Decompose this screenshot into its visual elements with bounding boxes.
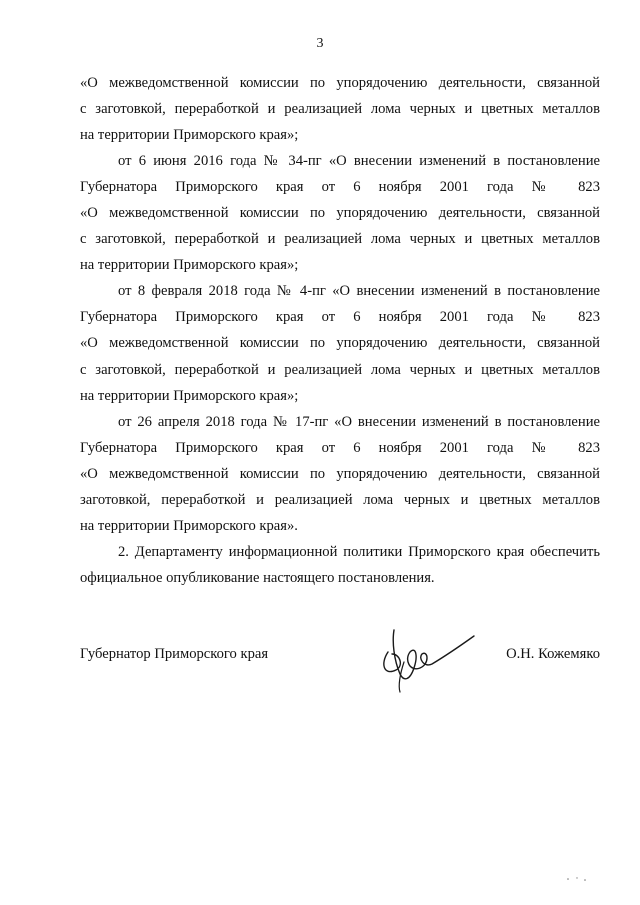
scan-mark (565, 874, 591, 884)
text-line: с заготовкой, переработкой и реализацией лома черных и цветных металлов (80, 101, 600, 118)
signatory-name: О.Н. Кожемяко (506, 646, 600, 662)
page-number: 3 (316, 36, 324, 51)
text-line: на территории Приморского края»; (80, 387, 299, 404)
text-line: «О межведомственной комиссии по упорядочению деятельности, связанной (80, 465, 600, 482)
text-line: «О межведомственной комиссии по упорядочению деятельности, связанной (80, 335, 600, 352)
signature-block (80, 640, 600, 680)
text-line: от 26 апреля 2018 года № 17-пг «О внесении изменений в постановление (118, 413, 600, 430)
text-line: официальное опубликование настоящего постановления. (80, 569, 435, 586)
text-line: от 6 июня 2016 года № 34-пг «О внесении изменений в постановление (118, 153, 600, 170)
handwritten-signature (370, 624, 480, 694)
text-line: на территории Приморского края»; (80, 127, 299, 144)
text-line: Губернатора Приморского края от 6 ноября 2001 года № 823 (80, 439, 600, 456)
text-line: на территории Приморского края». (80, 517, 298, 534)
text-line: от 8 февраля 2018 года № 4-пг «О внесении изменений в постановление (118, 283, 600, 300)
text-line: «О межведомственной комиссии по упорядочению деятельности, связанной (80, 75, 600, 91)
text-line: 2. Департаменту информационной политики Приморского края обеспечить (118, 543, 600, 560)
document-body (80, 70, 600, 591)
text-line: с заготовкой, переработкой и реализацией лома черных и цветных металлов (80, 231, 600, 248)
signatory-title: Губернатор Приморского края (80, 646, 269, 662)
text-line: на территории Приморского края»; (80, 257, 299, 274)
text-line: «О межведомственной комиссии по упорядочению деятельности, связанной (80, 205, 600, 222)
text-line: заготовкой, переработкой и реализацией лома черных и цветных металлов (80, 491, 600, 508)
text-line: Губернатора Приморского края от 6 ноября 2001 года № 823 (80, 179, 600, 196)
text-line: Губернатора Приморского края от 6 ноября 2001 года № 823 (80, 309, 600, 326)
text-line: с заготовкой, переработкой и реализацией лома черных и цветных металлов (80, 361, 600, 378)
